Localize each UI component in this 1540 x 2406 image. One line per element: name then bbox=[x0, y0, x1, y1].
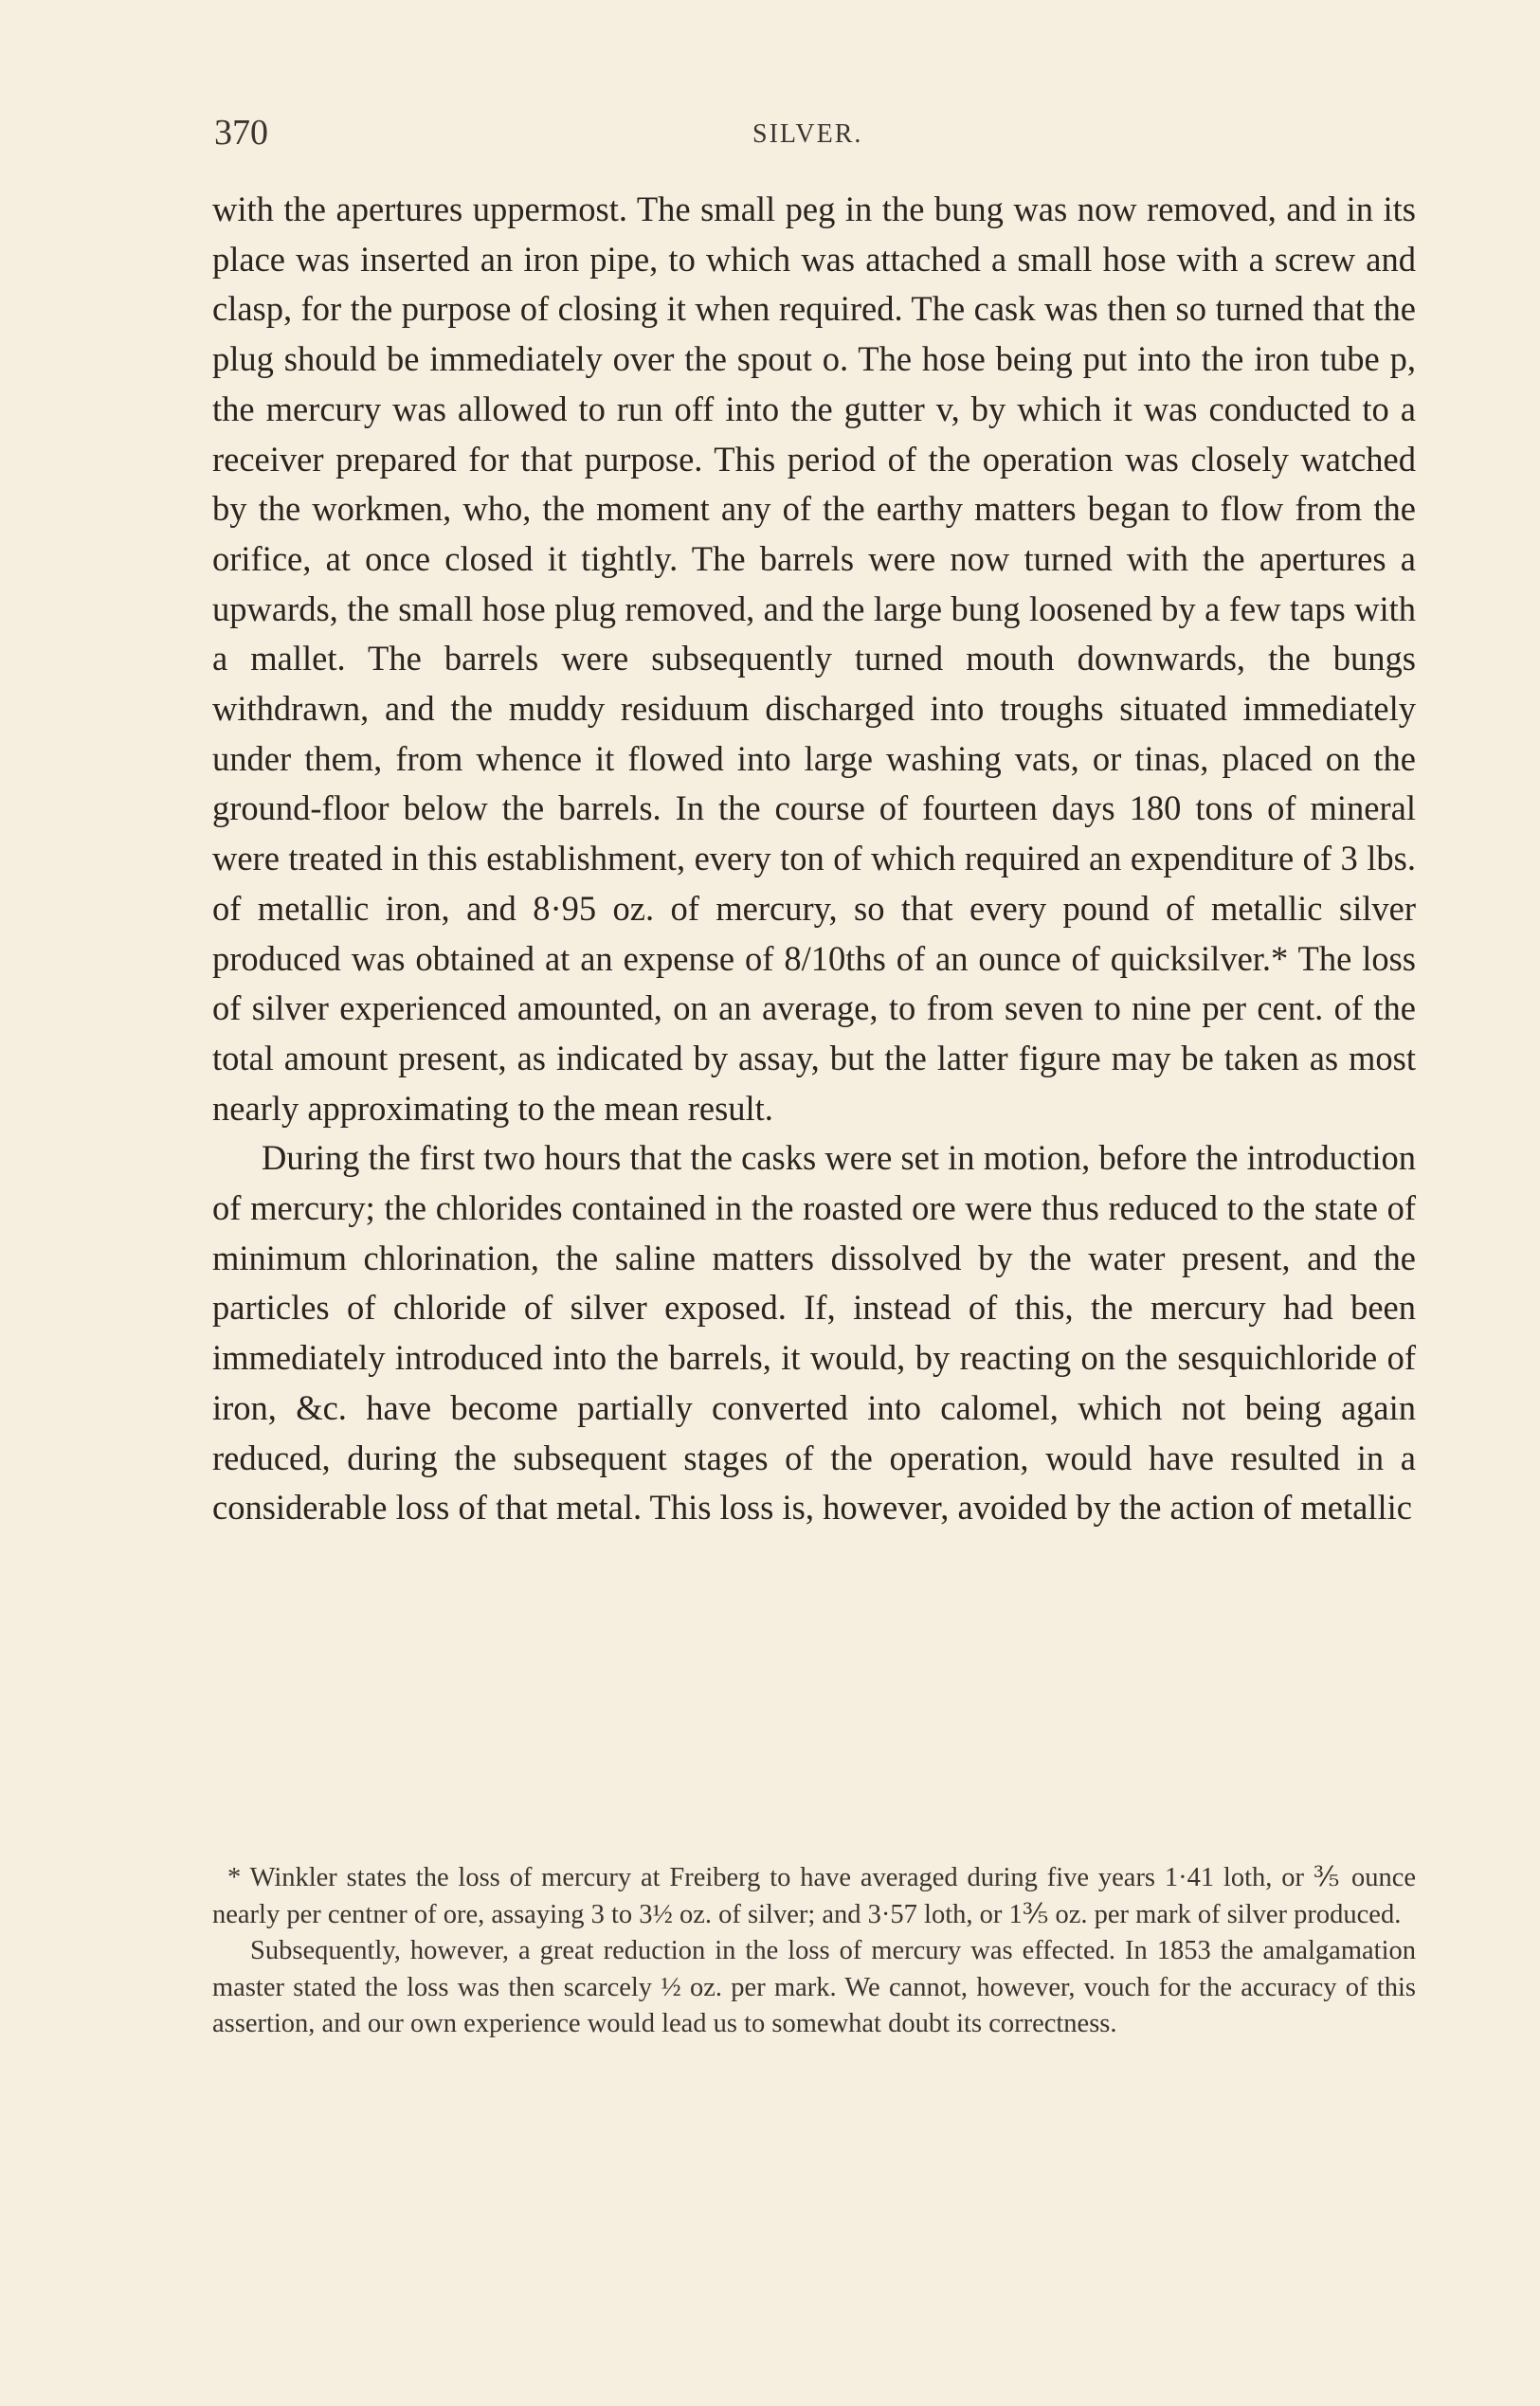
running-title: SILVER. bbox=[752, 119, 863, 149]
running-head bbox=[214, 112, 1399, 159]
body-paragraph-2: During the first two hours that the casks were set in motion, before the introduction of mercury; the chlorides contained in the roasted ore were thus reduced to the state of minimum chlorination, the saline matters dissolved by the water present, and the particles of chloride of silver exposed. If, instead of this, the mercury had been immediately introduced into the barrels, it would, by reacting on the sesquichloride of iron, &c. have become partially converted into calomel, which not being again reduced, during the subsequent stages of the operation, would have resulted in a considerable loss of that metal. This loss is, however, avoided by the action of metallic bbox=[212, 1138, 1416, 1528]
body-text bbox=[212, 185, 1416, 1533]
footnote-continuation: Subsequently, however, a great reduction in the loss of mercury was effected. In 1853 the amalgamation master stated the loss was then scarcely ½ oz. per mark. We cannot, however, vouch for the accuracy of this assertion, and our own experience would lead us to somewhat doubt its correctness. bbox=[212, 1936, 1416, 2039]
footnote-winkler: * Winkler states the loss of mercury at Freiberg to have averaged during five years 1·41 loth, or ⅗ ounce nearly per centner of ore, assaying 3 to 3½ oz. of silver; and 3·57 loth, or 1⅗ oz. per mark of silver produced. bbox=[212, 1863, 1416, 1929]
page-number: 370 bbox=[214, 113, 268, 153]
footnotes bbox=[212, 1860, 1416, 2043]
body-paragraph-1: with the apertures uppermost. The small peg in the bung was now removed, and in its place was inserted an iron pipe, to which was attached a small hose with a screw and clasp, for the purpose of closing it when required. The cask was then so turned that the plug should be immediately over the spout o. The hose being put into the iron tube p, the mercury was allowed to run off into the gutter v, by which it was conducted to a receiver prepared for that purpose. This period of the operation was closely watched by the workmen, who, the moment any of the earthy matters began to flow from the orifice, at once closed it tightly. The barrels were now turned with the apertures a upwards, the small hose plug removed, and the large bung loosened by a few taps with a mallet. The barrels were subsequently turned mouth downwards, the bungs withdrawn, and the muddy residuum discharged into troughs situated immediately under them, from whence it flowed into large washing vats, or tinas, placed on the ground-floor below the barrels. In the course of fourteen days 180 tons of mineral were treated in this establishment, every ton of which required an expenditure of 3 lbs. of metallic iron, and 8·95 oz. of mercury, so that every pound of metallic silver produced was obtained at an expense of 8/10ths of an ounce of quicksilver.* The loss of silver experienced amounted, on an average, to from seven to nine per cent. of the total amount present, as indicated by assay, but the latter figure may be taken as most nearly approximating to the mean result. bbox=[212, 190, 1416, 1128]
